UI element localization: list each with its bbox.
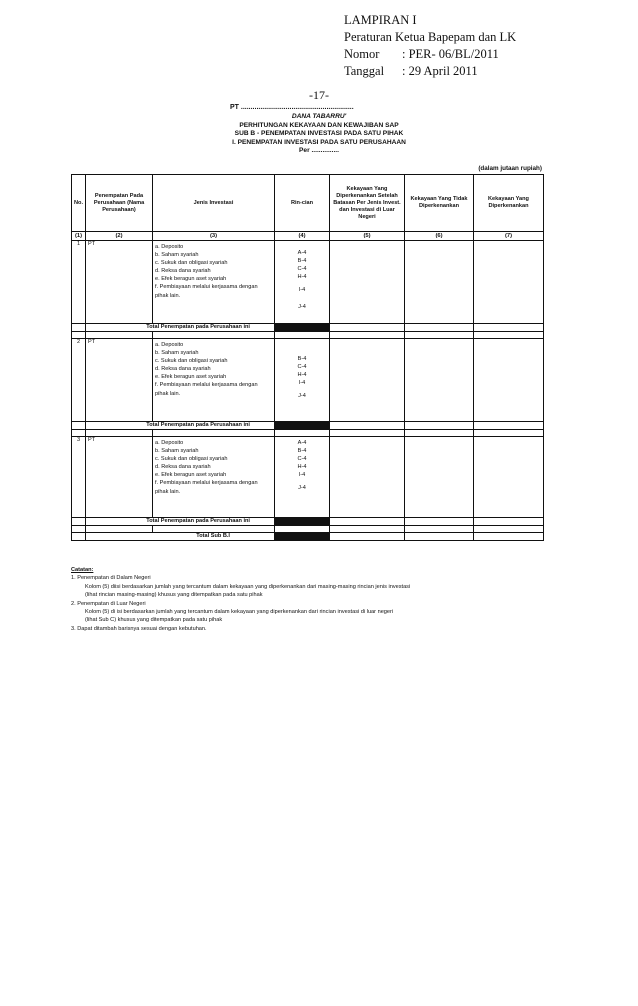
col-header-penempatan: Penempatan Pada Perusahaan (Nama Perusahaan) (86, 175, 153, 232)
tanggal-value: : 29 April 2011 (402, 64, 478, 78)
investment-item: f. Pembiayaan melalui kerjasama dengan pihak lain. (155, 480, 258, 495)
subtotal-row (72, 533, 544, 541)
investment-types (153, 339, 275, 422)
row-number: 3 (72, 437, 86, 518)
subtotal-blackout (275, 533, 330, 541)
spacer-row (72, 332, 544, 339)
value-cell (474, 437, 544, 518)
col-header-jenis: Jenis Investasi (153, 175, 275, 232)
investment-item: e. Efek beragun aset syariah (155, 472, 227, 479)
col-header-tidak-diperkenankan: Kekayaan Yang Tidak Diperkenankan (405, 175, 474, 232)
investment-item: b. Saham syariah (155, 350, 199, 357)
total-value (405, 422, 474, 430)
rincian-cell (275, 437, 330, 518)
investment-item: f. Pembiayaan melalui kerjasama dengan pihak lain. (155, 382, 258, 397)
subtotal-label: Total Sub B.I (86, 533, 275, 541)
total-value (330, 324, 405, 332)
value-cell (330, 339, 405, 422)
company-cell: PT (86, 437, 153, 518)
investment-item: e. Efek beragun aset syariah (155, 374, 227, 381)
investment-item: a. Deposito (155, 342, 184, 348)
title-dana: DANA TABARRU' (291, 113, 347, 120)
subtotal-value (474, 533, 544, 541)
column-number-row (72, 232, 544, 241)
investment-item: a. Deposito (155, 440, 184, 446)
total-value (330, 422, 405, 430)
page-number: -17- (309, 88, 329, 102)
investment-item: e. Efek beragun aset syariah (155, 276, 227, 283)
title-perhitungan: PERHITUNGAN KEKAYAAN DAN KEWAJIBAN SAP (239, 121, 399, 129)
rincian-code: C-4 (297, 456, 307, 463)
unit-note: (dalam jutaan rupiah) (478, 165, 542, 172)
col-number: (1) (72, 232, 86, 241)
note-title: 2. Penempatan di Luar Negeri (71, 600, 146, 607)
investment-types (153, 241, 275, 324)
title-sub-b: SUB B - PENEMPATAN INVESTASI PADA SATU PIHAK (234, 130, 404, 138)
total-value (330, 518, 405, 526)
col-number: (6) (405, 232, 474, 241)
total-row (72, 518, 544, 526)
col-header-kekayaan-setelah: Kekayaan Yang Diperkenankan Setelah Batasan Per Jenis Invest. dan Investasi di Luar Negeri (330, 175, 405, 232)
col-number: (7) (474, 232, 544, 241)
spacer-row (72, 526, 544, 533)
total-label: Total Penempatan pada Perusahaan ini (86, 422, 275, 430)
total-value (474, 324, 544, 332)
rincian-code: J-4 (298, 303, 306, 310)
investment-item: f. Pembiayaan melalui kerjasama dengan pihak lain. (155, 284, 258, 299)
header-row (72, 175, 544, 232)
row-number: 2 (72, 339, 86, 422)
investment-item: b. Saham syariah (155, 252, 199, 259)
total-blackout (275, 324, 330, 332)
investment-item: d. Reksa dana syariah (155, 464, 211, 471)
notes-section (71, 566, 551, 633)
col-header-diperkenankan: Kekayaan Yang Diperkenankan (474, 175, 544, 232)
value-cell (474, 241, 544, 324)
note-title: 3. Dapat ditambah barisnya sesuai dengan kebutuhan. (71, 625, 207, 632)
value-cell (405, 241, 474, 324)
investment-item: a. Deposito (155, 244, 184, 250)
col-header-no: No. (72, 175, 86, 232)
total-blackout (275, 422, 330, 430)
rincian-code: H-4 (297, 274, 307, 281)
total-label: Total Penempatan pada Perusahaan ini (86, 324, 275, 332)
investment-item: d. Reksa dana syariah (155, 268, 211, 275)
nomor-line (344, 46, 516, 63)
total-value (405, 324, 474, 332)
total-value (474, 518, 544, 526)
note-title: 1. Penempatan di Dalam Negeri (71, 575, 151, 582)
notes-heading: Catatan: (71, 567, 94, 573)
rincian-code: H-4 (297, 372, 307, 379)
rincian-cell (275, 241, 330, 324)
pt-line: PT .......................................................... (230, 104, 354, 111)
nomor-value: : PER- 06/BL/2011 (402, 47, 499, 61)
total-value (405, 518, 474, 526)
subtotal-value (330, 533, 405, 541)
total-blackout (275, 518, 330, 526)
table-row (72, 339, 544, 422)
rincian-code: I-4 (298, 472, 306, 479)
investment-item: c. Sukuk dan obligasi syariah (155, 456, 228, 463)
total-value (474, 422, 544, 430)
table-row (72, 437, 544, 518)
investment-item: b. Saham syariah (155, 448, 199, 455)
rincian-code: I-4 (298, 287, 306, 294)
value-cell (330, 241, 405, 324)
investment-table (71, 174, 544, 541)
investment-item: d. Reksa dana syariah (155, 366, 211, 373)
note-line: Kolom (5) di isi berdasarkan jumlah yang tercantum dalam kekayaan yang diperkenankan dari rincian investasi di luar negeri (85, 609, 394, 616)
investment-item: c. Sukuk dan obligasi syariah (155, 260, 228, 267)
tanggal-label: Tanggal (344, 64, 385, 78)
company-cell: PT (86, 241, 153, 324)
rincian-code: B-4 (297, 258, 307, 265)
value-cell (330, 437, 405, 518)
investment-item: c. Sukuk dan obligasi syariah (155, 358, 228, 365)
value-cell (405, 437, 474, 518)
value-cell (474, 339, 544, 422)
lampiran-title: LAMPIRAN I (344, 13, 417, 27)
col-number: (4) (275, 232, 330, 241)
rincian-code: A-4 (297, 250, 307, 256)
value-cell (405, 339, 474, 422)
company-cell: PT (86, 339, 153, 422)
lampiran-block (344, 12, 516, 80)
rincian-code: C-4 (297, 364, 307, 371)
rincian-code: J-4 (298, 485, 306, 492)
nomor-label: Nomor (344, 47, 380, 61)
rincian-code: B-4 (297, 356, 307, 363)
rincian-cell (275, 339, 330, 422)
total-label: Total Penempatan pada Perusahaan ini (86, 518, 275, 526)
spacer-row (72, 430, 544, 437)
note-line: Kolom (5) diisi berdasarkan jumlah yang tercantum dalam kekayaan yang diperkenankan dari masing-masing rincian jenis investasi (85, 583, 411, 590)
total-row (72, 324, 544, 332)
title-per: Per ............... (299, 147, 339, 155)
form-titles (0, 113, 638, 156)
col-header-rincian: Rin-cian (275, 175, 330, 232)
rincian-code: A-4 (297, 440, 307, 446)
col-number: (3) (153, 232, 275, 241)
table-row (72, 241, 544, 324)
title-penempatan: I. PENEMPATAN INVESTASI PADA SATU PERUSAHAAN (232, 138, 406, 146)
rincian-code: J-4 (298, 393, 306, 400)
rincian-code: H-4 (297, 464, 307, 471)
peraturan-line: Peraturan Ketua Bapepam dan LK (344, 30, 517, 44)
note-line: (lihat Sub C) khusus yang ditempatkan pada satu pihak (85, 617, 223, 624)
investment-types (153, 437, 275, 518)
row-number: 1 (72, 241, 86, 324)
col-number: (5) (330, 232, 405, 241)
rincian-code: C-4 (297, 266, 307, 273)
note-line: (lihat rincian masing-masing) khusus yang ditempatkan pada satu pihak (85, 592, 263, 599)
subtotal-value (405, 533, 474, 541)
total-row (72, 422, 544, 430)
rincian-code: I-4 (298, 380, 306, 387)
tanggal-line (344, 63, 516, 80)
rincian-code: B-4 (297, 448, 307, 455)
col-number: (2) (86, 232, 153, 241)
rincian-code (277, 347, 327, 355)
